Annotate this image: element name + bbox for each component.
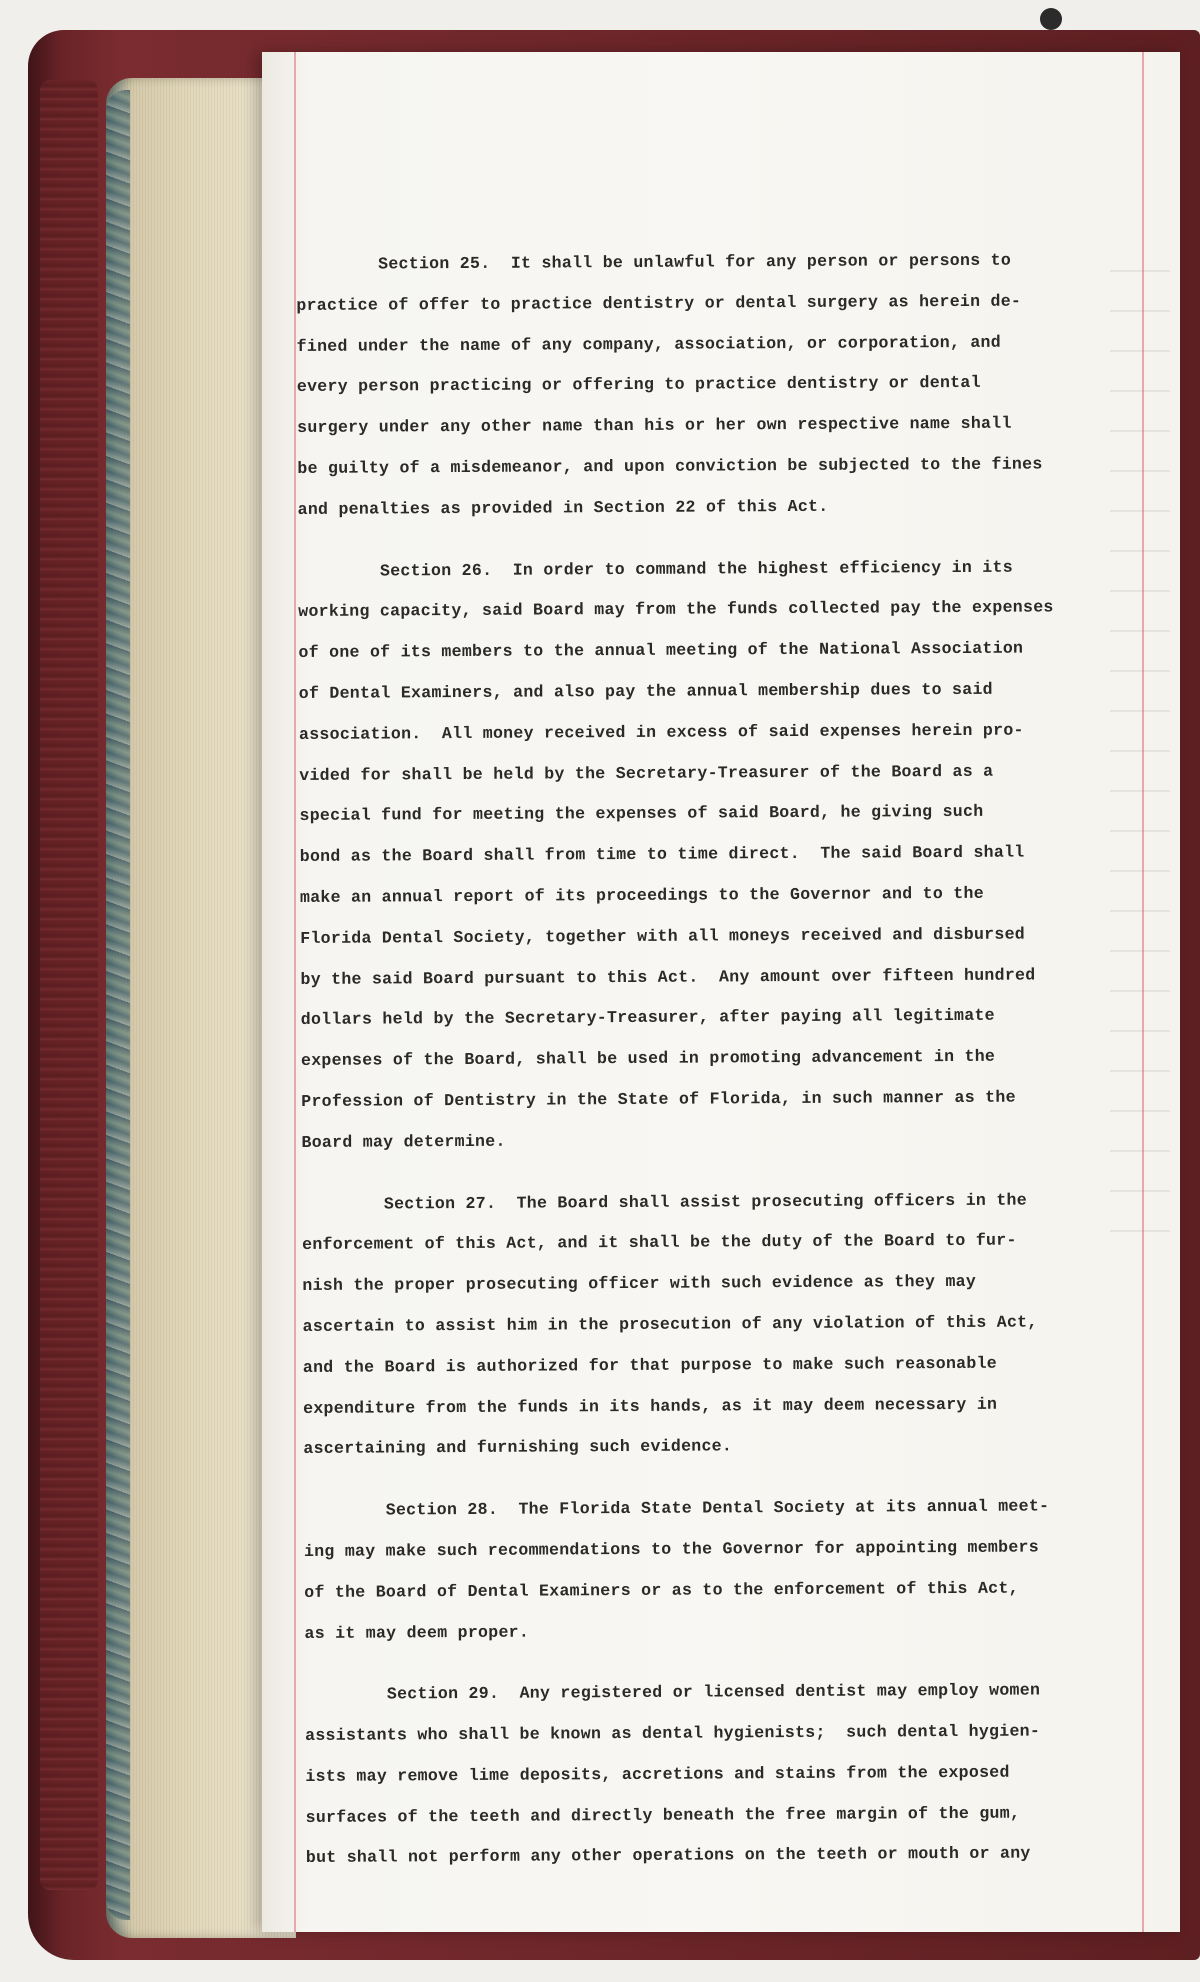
text-line: of the Board of Dental Examiners or as to the enforcement of this Act, [304, 1578, 1019, 1602]
text-line: bond as the Board shall from time to time direct. The said Board shall [299, 842, 1025, 867]
text-line: ists may remove lime deposits, accretions and stains from the exposed [305, 1762, 1010, 1786]
text-line: Board may determine. [301, 1131, 506, 1152]
text-line: surgery under any other name than his or her own respective name shall [297, 413, 1012, 438]
text-line: and the Board is authorized for that purpose to make such reasonable [302, 1353, 998, 1377]
text-line: of Dental Examiners, and also pay the annual membership dues to said [298, 679, 993, 703]
text-line: working capacity, said Board may from the funds collected pay the expenses [298, 597, 1054, 622]
text-line: of one of its members to the annual meeting of the National Association [298, 638, 1024, 663]
text-line: surfaces of the teeth and directly beneath the free margin of the gum, [305, 1803, 1021, 1827]
text-line: Florida Dental Society, together with all moneys received and disbursed [300, 924, 1026, 948]
text-line: Section 29. Any registered or licensed dentist may employ women [386, 1680, 1041, 1704]
book-spine [40, 80, 98, 1890]
section-27 [302, 1179, 1156, 1470]
text-line: Section 27. The Board shall assist prosecuting officers in the [383, 1190, 1028, 1214]
text-line: and penalties as provided in Section 22 of this Act. [297, 496, 829, 519]
text-line: fined under the name of any company, association, or corporation, and [296, 332, 1002, 356]
text-line: every person practicing or offering to practice dentistry or dental [296, 373, 981, 397]
text-line: Section 25. It shall be unlawful for any person or persons to [378, 250, 1012, 274]
text-line: make an annual report of its proceedings to the Governor and to the [299, 883, 984, 907]
section-25 [296, 240, 1150, 531]
text-line: be guilty of a misdemeanor, and upon conviction be subjected to the fines [297, 454, 1043, 478]
text-line: expenses of the Board, shall be used in promoting advancement in the [300, 1046, 996, 1071]
text-line: ing may make such recommendations to the Governor for appointing members [303, 1537, 1039, 1561]
text-line: Section 26. In order to command the highest efficiency in its [379, 557, 1013, 581]
section-28 [304, 1486, 1157, 1654]
section-29 [305, 1670, 1158, 1879]
text-line: special fund for meeting the expenses of said Board, he giving such [299, 802, 984, 826]
section-26 [298, 546, 1154, 1163]
marbled-edge [106, 90, 130, 1920]
text-line: ascertain to assist him in the prosecution of any violation of this Act, [302, 1312, 1038, 1336]
document-body [296, 240, 1158, 1900]
text-line: enforcement of this Act, and it shall be the duty of the Board to fur- [302, 1230, 1017, 1255]
text-line: Section 28. The Florida State Dental Society at its annual meet- [385, 1496, 1050, 1520]
text-line: by the said Board pursuant to this Act. Any amount over fifteen hundred [300, 965, 1036, 989]
text-line: practice of offer to practice dentistry or dental surgery as herein de- [296, 291, 1022, 315]
text-line: association. All money received in excess of said expenses herein pro- [298, 720, 1024, 744]
text-line: ascertaining and furnishing such evidence. [303, 1436, 733, 1459]
text-line: nish the proper prosecuting officer with such evidence as they may [302, 1271, 977, 1296]
text-line: Profession of Dentistry in the State of Florida, in such manner as the [301, 1087, 1016, 1111]
clasp-icon [1040, 8, 1062, 30]
text-line: dollars held by the Secretary-Treasurer, after paying all legitimate [300, 1006, 995, 1030]
text-line: assistants who shall be known as dental hygienists; such dental hygien- [305, 1721, 1041, 1746]
text-line: but shall not perform any other operations on the teeth or mouth or any [305, 1844, 1031, 1868]
text-line: expenditure from the funds in its hands, as it may deem necessary in [303, 1394, 998, 1418]
text-line: vided for shall be held by the Secretary-Treasurer of the Board as a [299, 761, 994, 785]
text-line: as it may deem proper. [304, 1622, 530, 1643]
